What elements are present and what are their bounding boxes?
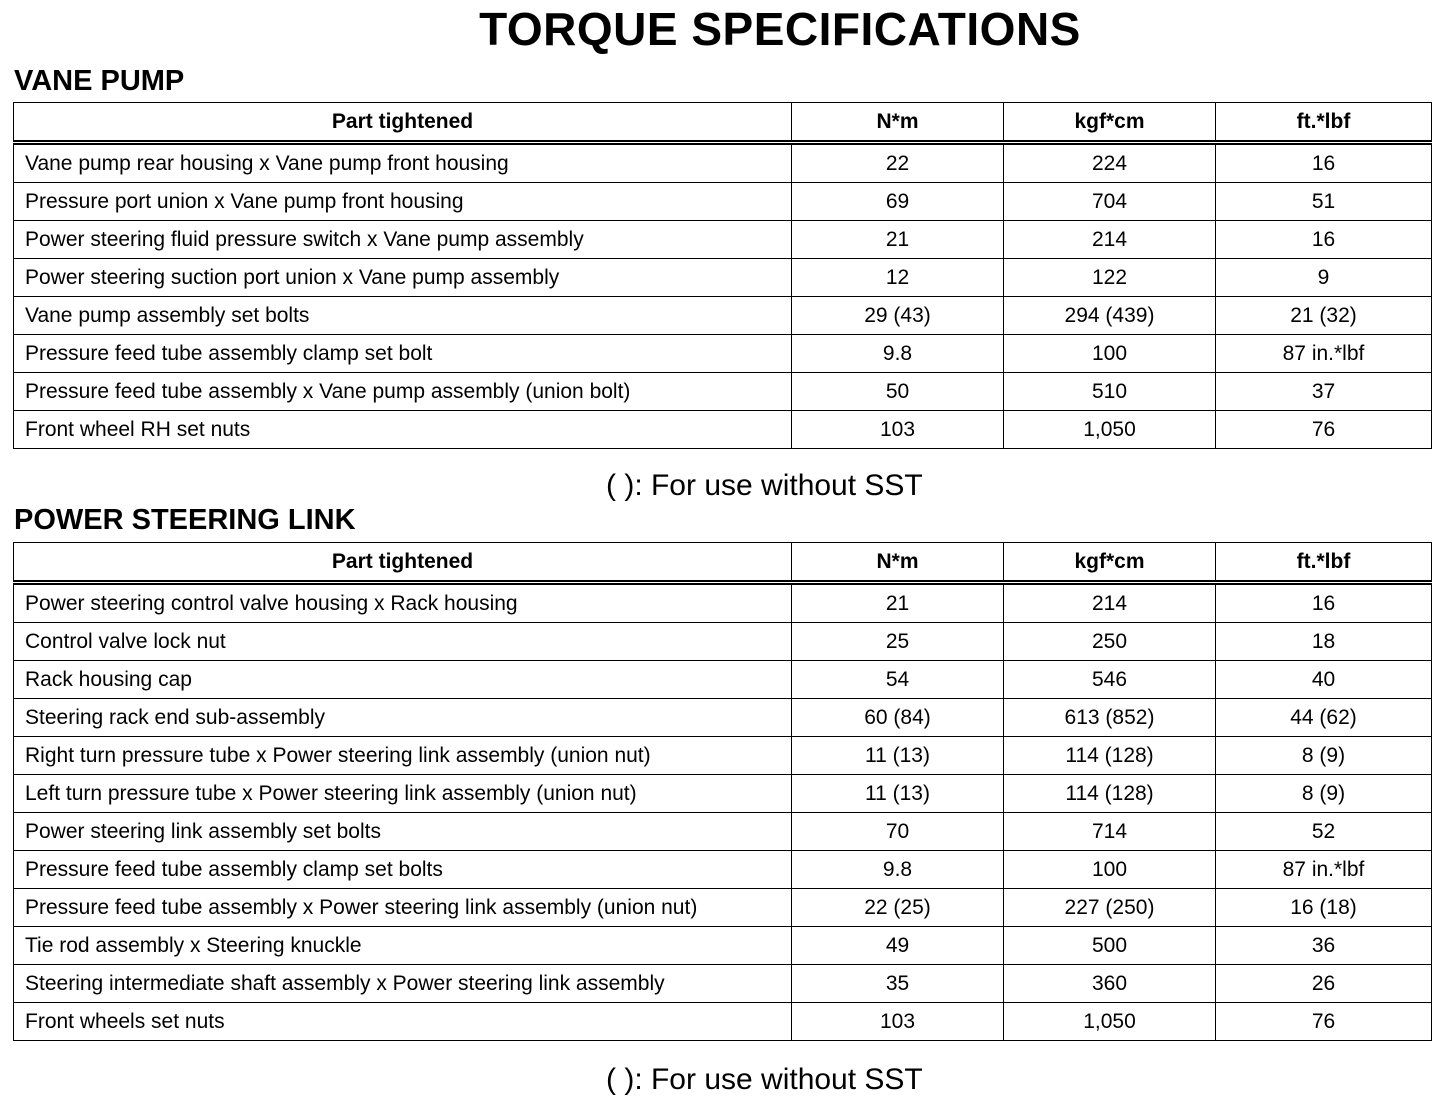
table-row bbox=[14, 661, 1432, 699]
cell-torque-nm: 11 (13) bbox=[792, 775, 1004, 813]
table-row bbox=[14, 297, 1432, 335]
cell-torque-kgfcm: 250 bbox=[1004, 623, 1216, 661]
column-header-torque-nm: N*m bbox=[792, 543, 1004, 583]
cell-torque-nm: 29 (43) bbox=[792, 297, 1004, 335]
cell-part-tightened: Pressure port union x Vane pump front housing bbox=[14, 183, 792, 221]
cell-part-tightened: Vane pump rear housing x Vane pump front housing bbox=[14, 143, 792, 183]
column-header-part-tightened: Part tightened bbox=[14, 543, 792, 583]
cell-torque-kgfcm: 510 bbox=[1004, 373, 1216, 411]
cell-part-tightened: Power steering suction port union x Vane pump assembly bbox=[14, 259, 792, 297]
cell-part-tightened: Pressure feed tube assembly x Vane pump assembly (union bolt) bbox=[14, 373, 792, 411]
cell-torque-ftlbf: 16 bbox=[1216, 583, 1432, 623]
vane-pump-torque-table bbox=[13, 102, 1432, 449]
cell-torque-kgfcm: 500 bbox=[1004, 927, 1216, 965]
cell-torque-kgfcm: 114 (128) bbox=[1004, 737, 1216, 775]
section-title-power-steering-link: POWER STEERING LINK bbox=[14, 504, 356, 536]
column-header-torque-kgfcm: kgf*cm bbox=[1004, 543, 1216, 583]
cell-torque-kgfcm: 214 bbox=[1004, 583, 1216, 623]
table-row bbox=[14, 143, 1432, 183]
cell-torque-ftlbf: 76 bbox=[1216, 1003, 1432, 1041]
sst-note: ( ): For use without SST bbox=[606, 1063, 923, 1096]
cell-torque-nm: 9.8 bbox=[792, 335, 1004, 373]
column-header-torque-ftlbf: ft.*lbf bbox=[1216, 543, 1432, 583]
cell-torque-ftlbf: 44 (62) bbox=[1216, 699, 1432, 737]
cell-torque-ftlbf: 51 bbox=[1216, 183, 1432, 221]
cell-torque-kgfcm: 227 (250) bbox=[1004, 889, 1216, 927]
cell-torque-nm: 103 bbox=[792, 411, 1004, 449]
page-title: TORQUE SPECIFICATIONS bbox=[479, 3, 1081, 55]
cell-part-tightened: Left turn pressure tube x Power steering link assembly (union nut) bbox=[14, 775, 792, 813]
cell-torque-nm: 103 bbox=[792, 1003, 1004, 1041]
cell-torque-nm: 22 (25) bbox=[792, 889, 1004, 927]
cell-torque-ftlbf: 26 bbox=[1216, 965, 1432, 1003]
cell-torque-ftlbf: 16 (18) bbox=[1216, 889, 1432, 927]
cell-part-tightened: Steering rack end sub-assembly bbox=[14, 699, 792, 737]
cell-torque-ftlbf: 8 (9) bbox=[1216, 775, 1432, 813]
cell-torque-nm: 21 bbox=[792, 583, 1004, 623]
cell-part-tightened: Right turn pressure tube x Power steering link assembly (union nut) bbox=[14, 737, 792, 775]
cell-part-tightened: Power steering link assembly set bolts bbox=[14, 813, 792, 851]
cell-part-tightened: Tie rod assembly x Steering knuckle bbox=[14, 927, 792, 965]
cell-torque-nm: 11 (13) bbox=[792, 737, 1004, 775]
table-row bbox=[14, 699, 1432, 737]
cell-torque-ftlbf: 16 bbox=[1216, 143, 1432, 183]
column-header-torque-ftlbf: ft.*lbf bbox=[1216, 103, 1432, 143]
cell-torque-ftlbf: 87 in.*lbf bbox=[1216, 851, 1432, 889]
cell-torque-ftlbf: 87 in.*lbf bbox=[1216, 335, 1432, 373]
cell-torque-nm: 35 bbox=[792, 965, 1004, 1003]
cell-torque-kgfcm: 122 bbox=[1004, 259, 1216, 297]
cell-torque-kgfcm: 100 bbox=[1004, 335, 1216, 373]
cell-part-tightened: Front wheel RH set nuts bbox=[14, 411, 792, 449]
cell-torque-nm: 70 bbox=[792, 813, 1004, 851]
cell-torque-nm: 9.8 bbox=[792, 851, 1004, 889]
table-row bbox=[14, 623, 1432, 661]
table-row bbox=[14, 813, 1432, 851]
cell-part-tightened: Front wheels set nuts bbox=[14, 1003, 792, 1041]
table-row bbox=[14, 775, 1432, 813]
cell-torque-ftlbf: 52 bbox=[1216, 813, 1432, 851]
cell-torque-ftlbf: 9 bbox=[1216, 259, 1432, 297]
cell-part-tightened: Power steering fluid pressure switch x Vane pump assembly bbox=[14, 221, 792, 259]
cell-torque-ftlbf: 8 (9) bbox=[1216, 737, 1432, 775]
cell-torque-ftlbf: 36 bbox=[1216, 927, 1432, 965]
table-row bbox=[14, 965, 1432, 1003]
cell-part-tightened: Pressure feed tube assembly x Power steering link assembly (union nut) bbox=[14, 889, 792, 927]
section-title-vane-pump: VANE PUMP bbox=[14, 65, 185, 97]
cell-torque-ftlbf: 21 (32) bbox=[1216, 297, 1432, 335]
table-row bbox=[14, 737, 1432, 775]
cell-torque-ftlbf: 16 bbox=[1216, 221, 1432, 259]
table-row bbox=[14, 851, 1432, 889]
cell-torque-kgfcm: 100 bbox=[1004, 851, 1216, 889]
cell-part-tightened: Rack housing cap bbox=[14, 661, 792, 699]
cell-torque-kgfcm: 294 (439) bbox=[1004, 297, 1216, 335]
table-row bbox=[14, 221, 1432, 259]
cell-torque-kgfcm: 613 (852) bbox=[1004, 699, 1216, 737]
table-row bbox=[14, 583, 1432, 623]
cell-part-tightened: Pressure feed tube assembly clamp set bolts bbox=[14, 851, 792, 889]
cell-torque-kgfcm: 114 (128) bbox=[1004, 775, 1216, 813]
cell-part-tightened: Power steering control valve housing x Rack housing bbox=[14, 583, 792, 623]
table-header-row bbox=[14, 103, 1432, 143]
cell-torque-nm: 60 (84) bbox=[792, 699, 1004, 737]
cell-torque-nm: 69 bbox=[792, 183, 1004, 221]
table-row bbox=[14, 1003, 1432, 1041]
cell-torque-nm: 54 bbox=[792, 661, 1004, 699]
cell-part-tightened: Control valve lock nut bbox=[14, 623, 792, 661]
table-row bbox=[14, 335, 1432, 373]
cell-torque-kgfcm: 704 bbox=[1004, 183, 1216, 221]
column-header-part-tightened: Part tightened bbox=[14, 103, 792, 143]
cell-torque-kgfcm: 546 bbox=[1004, 661, 1216, 699]
cell-torque-nm: 25 bbox=[792, 623, 1004, 661]
cell-torque-ftlbf: 40 bbox=[1216, 661, 1432, 699]
table-row bbox=[14, 889, 1432, 927]
cell-torque-nm: 22 bbox=[792, 143, 1004, 183]
power-steering-link-torque-table bbox=[13, 542, 1432, 1041]
cell-part-tightened: Steering intermediate shaft assembly x Power steering link assembly bbox=[14, 965, 792, 1003]
table-row bbox=[14, 373, 1432, 411]
table-row bbox=[14, 259, 1432, 297]
cell-part-tightened: Pressure feed tube assembly clamp set bolt bbox=[14, 335, 792, 373]
cell-torque-ftlbf: 37 bbox=[1216, 373, 1432, 411]
column-header-torque-nm: N*m bbox=[792, 103, 1004, 143]
cell-torque-ftlbf: 18 bbox=[1216, 623, 1432, 661]
cell-torque-kgfcm: 224 bbox=[1004, 143, 1216, 183]
sst-note: ( ): For use without SST bbox=[606, 469, 923, 502]
cell-torque-kgfcm: 1,050 bbox=[1004, 411, 1216, 449]
cell-torque-nm: 49 bbox=[792, 927, 1004, 965]
column-header-torque-kgfcm: kgf*cm bbox=[1004, 103, 1216, 143]
cell-torque-kgfcm: 214 bbox=[1004, 221, 1216, 259]
table-header-row bbox=[14, 543, 1432, 583]
cell-torque-nm: 50 bbox=[792, 373, 1004, 411]
cell-torque-nm: 21 bbox=[792, 221, 1004, 259]
cell-torque-kgfcm: 714 bbox=[1004, 813, 1216, 851]
cell-torque-nm: 12 bbox=[792, 259, 1004, 297]
table-row bbox=[14, 411, 1432, 449]
table-row bbox=[14, 183, 1432, 221]
cell-torque-ftlbf: 76 bbox=[1216, 411, 1432, 449]
cell-part-tightened: Vane pump assembly set bolts bbox=[14, 297, 792, 335]
table-row bbox=[14, 927, 1432, 965]
cell-torque-kgfcm: 1,050 bbox=[1004, 1003, 1216, 1041]
cell-torque-kgfcm: 360 bbox=[1004, 965, 1216, 1003]
